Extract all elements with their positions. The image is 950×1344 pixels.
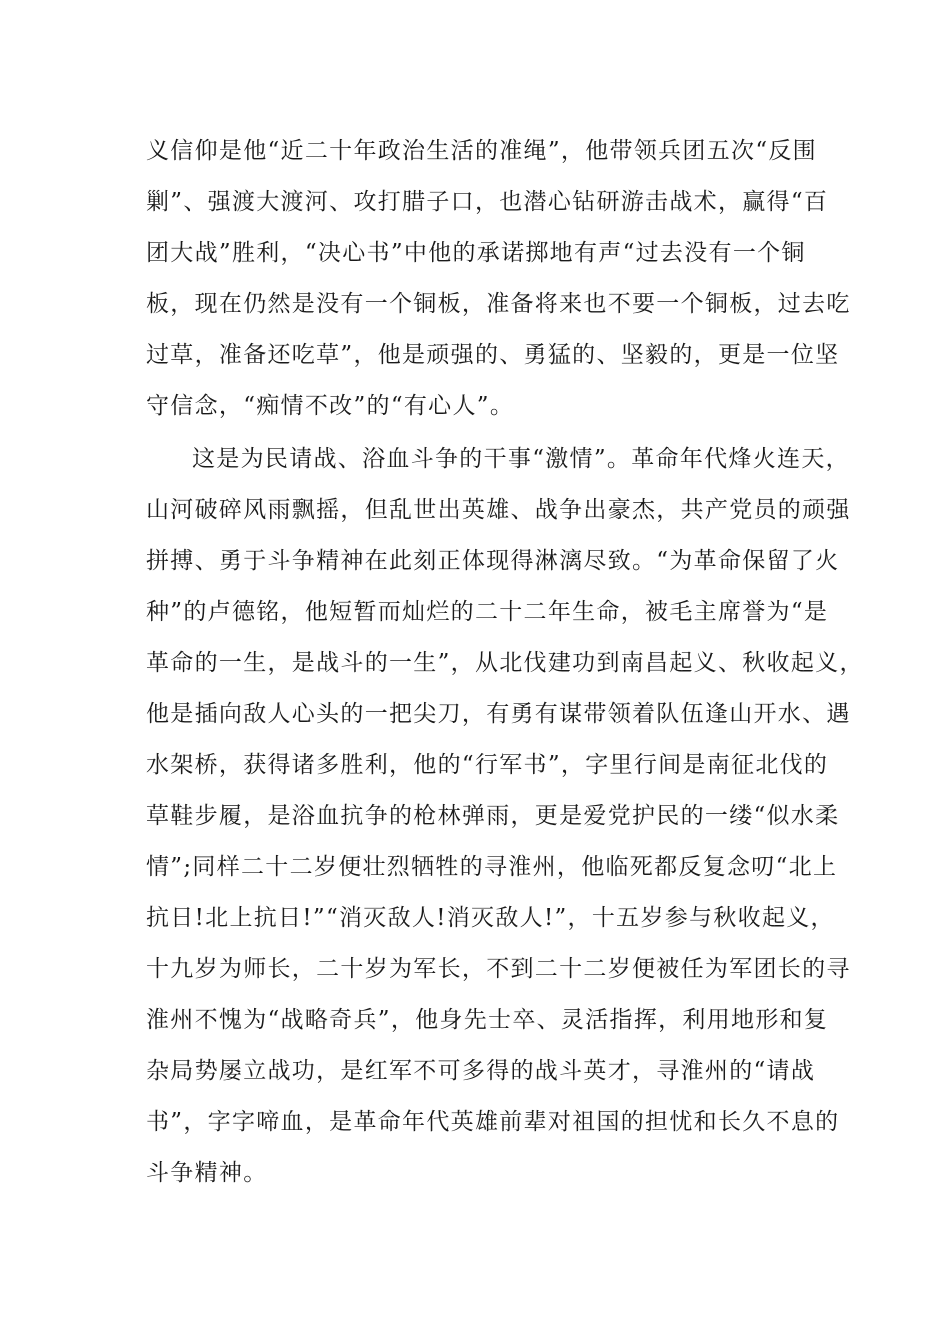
text-line: 书”，字字啼血，是革命年代英雄前辈对祖国的担忧和长久不息的 <box>146 1109 840 1135</box>
text-line: 团大战”胜利，“决心书”中他的承诺掷地有声“过去没有一个铜 <box>146 240 806 266</box>
text-line: 十九岁为师长，二十岁为军长，不到二十二岁便被任为军团长的寻 <box>146 956 851 982</box>
text-line: 他是插向敌人心头的一把尖刀，有勇有谋带领着队伍逢山开水、遇 <box>146 701 851 727</box>
text-line: 守信念，“痴情不改”的“有心人”。 <box>146 393 515 419</box>
document-body <box>146 126 864 1199</box>
text-line: 杂局势屡立战功，是红军不可多得的战斗英才，寻淮州的“请战 <box>146 1058 816 1084</box>
text-line: 义信仰是他“近二十年政治生活的准绳”，他带领兵团五次“反围 <box>146 138 817 164</box>
text-line: 抗日!北上抗日!”“消灭敌人!消灭敌人!”，十五岁参与秋收起义， <box>146 905 835 931</box>
text-line: 草鞋步履，是浴血抗争的枪林弹雨，更是爱党护民的一缕“似水柔 <box>146 803 840 829</box>
paragraph-1 <box>146 126 851 432</box>
text-line: 过草，准备还吃草”，他是顽强的、勇猛的、坚毅的，更是一位坚 <box>146 342 840 368</box>
text-line: 种”的卢德铭，他短暂而灿烂的二十二年生命，被毛主席誉为“是 <box>146 599 829 625</box>
text-line: 拼搏、勇于斗争精神在此刻正体现得淋漓尽致。“为革命保留了火 <box>146 548 840 574</box>
text-line: 情”;同样二十二岁便壮烈牺牲的寻淮州，他临死都反复念叨“北上 <box>146 854 838 880</box>
text-line: 剿”、强渡大渡河、攻打腊子口，也潜心钻研游击战术，赢得“百 <box>146 189 829 215</box>
text-line: 淮州不愧为“战略奇兵”，他身先士卒、灵活指挥，利用地形和复 <box>146 1007 829 1033</box>
text-line: 革命的一生，是战斗的一生”，从北伐建功到南昌起义、秋收起义， <box>146 650 864 676</box>
text-line: 山河破碎风雨飘摇，但乱世出英雄、战争出豪杰，共产党员的顽强 <box>146 497 851 523</box>
text-line: 水架桥，获得诸多胜利，他的“行军书”，字里行间是南征北伐的 <box>146 752 829 778</box>
text-line: 斗争精神。 <box>146 1160 268 1186</box>
text-line: 板，现在仍然是没有一个铜板，准备将来也不要一个铜板，过去吃 <box>146 291 851 317</box>
text-line: 这是为民请战、浴血斗争的干事“激情”。革命年代烽火连天， <box>192 446 850 472</box>
paragraph-2 <box>146 434 864 1199</box>
